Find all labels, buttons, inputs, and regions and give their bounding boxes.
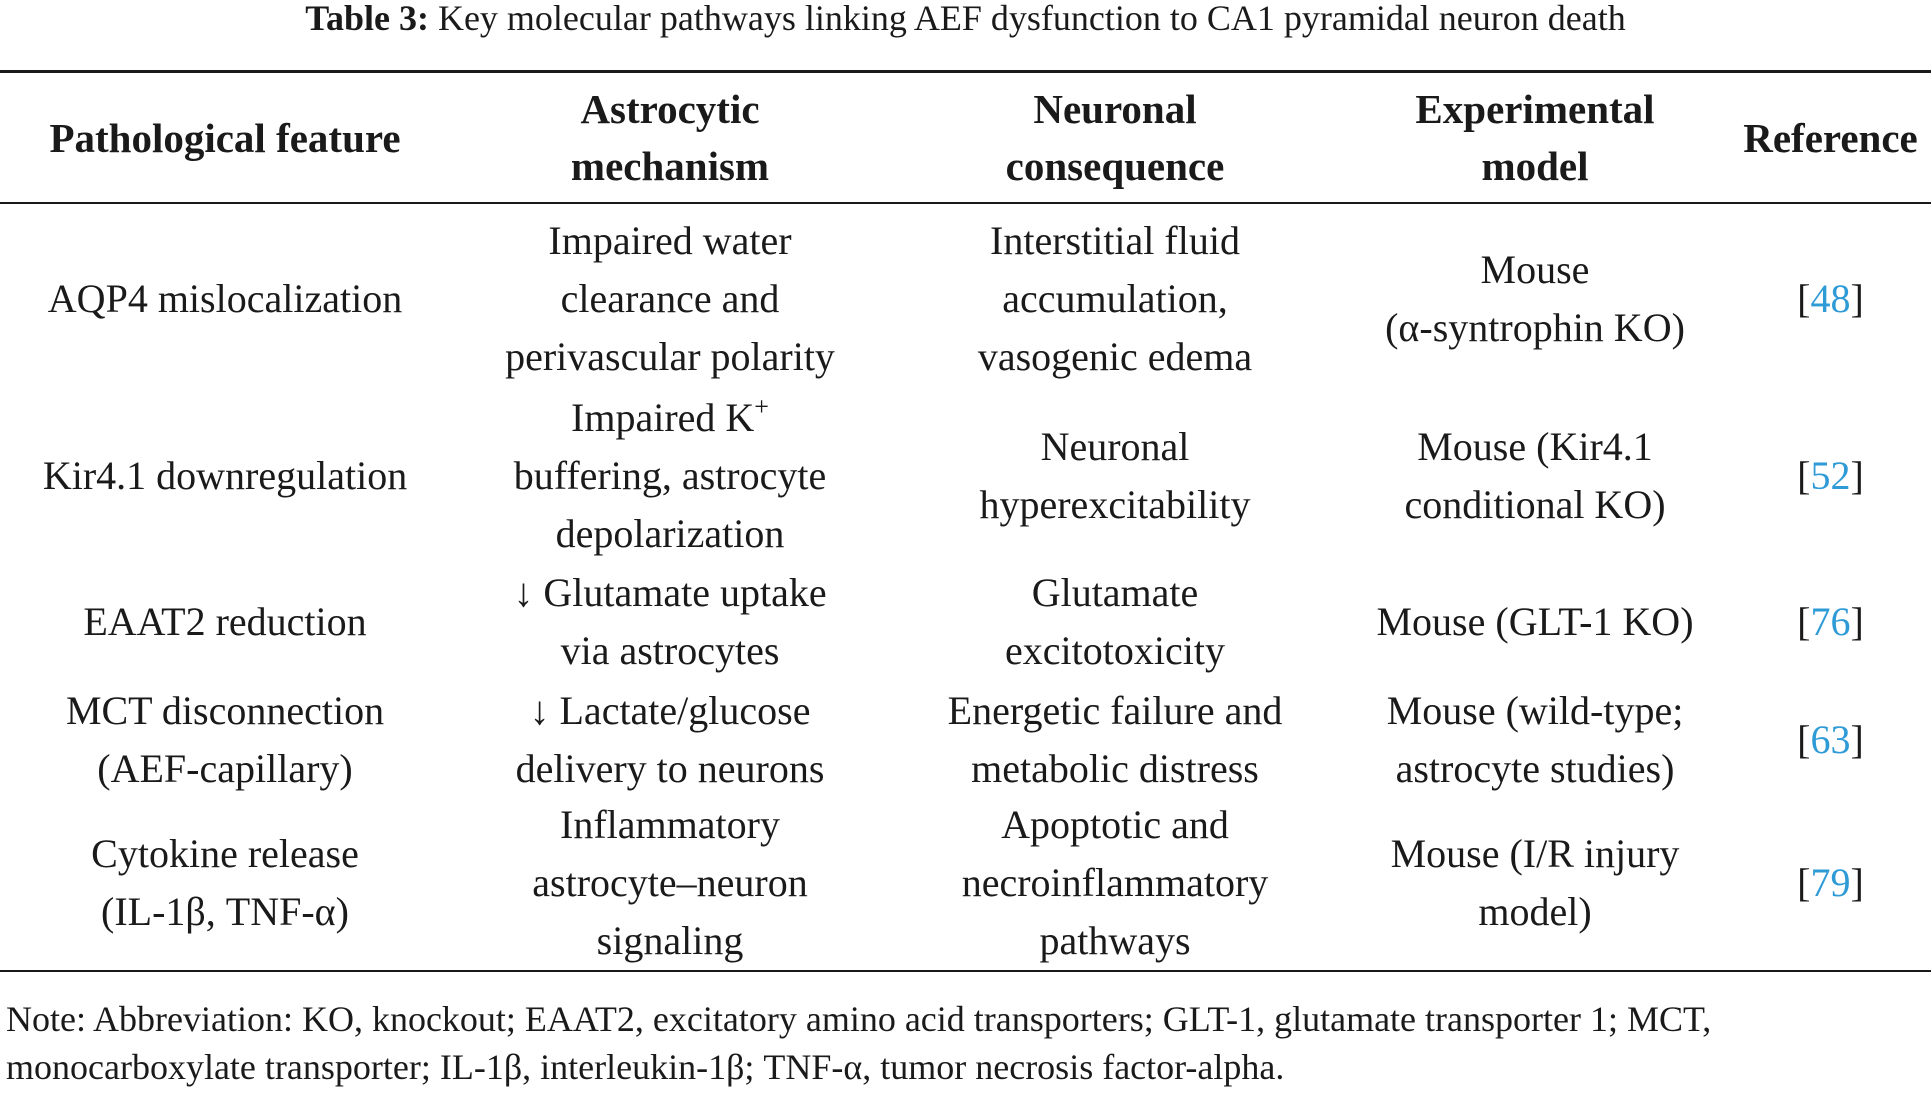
table-row-kir41-model: Mouse (Kir4.1 conditional KO) — [1404, 424, 1666, 527]
table-row-cytokine-consequence: Apoptotic and necroinflammatory pathways — [961, 802, 1269, 963]
reference-link[interactable]: 63 — [1810, 717, 1851, 762]
superscript-plus: + — [754, 392, 769, 421]
table-row-cytokine-feature: Cytokine release (IL-1β, TNF-α) — [91, 831, 359, 934]
table-note — [6, 995, 1926, 1091]
table-row-kir41-reference: [ 52 ] — [1730, 388, 1931, 564]
table-row-eaat2-model: Mouse (GLT-1 KO) — [1376, 599, 1694, 644]
table-row-mct-mechanism: ↓ Lactate/glucose delivery to neurons — [515, 688, 825, 791]
table-row-eaat2-feature: EAAT2 reduction — [83, 599, 367, 644]
table-row-mct-feature: MCT disconnection (AEF-capillary) — [65, 688, 385, 791]
reference-link[interactable]: 48 — [1810, 276, 1851, 321]
table-caption-text: Key molecular pathways linking AEF dysfunction to CA1 pyramidal neuron death — [437, 0, 1626, 38]
table-caption — [0, 0, 1931, 40]
table-row-aqp4-model: Mouse (α-syntrophin KO) — [1385, 247, 1685, 350]
table-row-eaat2-reference: [ 76 ] — [1730, 564, 1931, 680]
table-row-aqp4-reference: [ 48 ] — [1730, 210, 1931, 388]
table-row-cytokine-model: Mouse (I/R injury model) — [1390, 831, 1680, 934]
reference-link[interactable]: 79 — [1810, 860, 1851, 905]
header-reference: Reference — [1743, 114, 1918, 161]
header-neuronal-consequence: Neuronal consequence — [1005, 86, 1225, 189]
header-experimental-model: Experimental model — [1415, 86, 1655, 189]
table-row-kir41-feature: Kir4.1 downregulation — [42, 453, 408, 498]
header-pathological-feature: Pathological feature — [49, 114, 401, 161]
table-caption-label: Table 3: — [305, 0, 429, 38]
table-row-cytokine-reference: [ 79 ] — [1730, 800, 1931, 966]
table-row-aqp4-feature: AQP4 mislocalization — [47, 276, 403, 321]
table-note-line-2: monocarboxylate transporter; IL-1β, interleukin-1β; TNF-α, tumor necrosis factor-alpha. — [6, 1047, 1285, 1087]
table-row-eaat2-consequence: Glutamate excitotoxicity — [1005, 570, 1225, 673]
bottom-rule — [0, 970, 1931, 972]
table-row-mct-consequence: Energetic failure and metabolic distress — [947, 688, 1283, 791]
table-row-mct-model: Mouse (wild-type; astrocyte studies) — [1386, 688, 1684, 791]
table-note-line-1: Note: Abbreviation: KO, knockout; EAAT2, excitatory amino acid transporters; GLT-1, glutamate transporter 1; MCT, — [6, 999, 1712, 1039]
table-row-mct-reference: [ 63 ] — [1730, 680, 1931, 800]
table-row-aqp4-mechanism: Impaired water clearance and perivascular polarity — [505, 218, 835, 379]
reference-link[interactable]: 52 — [1810, 453, 1851, 498]
table-row-aqp4-consequence: Interstitial fluid accumulation, vasogenic edema — [977, 218, 1253, 379]
header-rule — [0, 202, 1931, 204]
header-astrocytic-mechanism: Astrocytic mechanism — [570, 86, 770, 189]
table-row-eaat2-mechanism: ↓ Glutamate uptake via astrocytes — [513, 570, 827, 673]
table-row-kir41-mechanism: Impaired K+ buffering, astrocyte depolarization — [513, 392, 827, 556]
table-row-cytokine-mechanism: Inflammatory astrocyte–neuron signaling — [532, 802, 808, 963]
table-row-kir41-consequence: Neuronal hyperexcitability — [979, 424, 1251, 527]
reference-link[interactable]: 76 — [1810, 599, 1851, 644]
top-rule — [0, 70, 1931, 73]
